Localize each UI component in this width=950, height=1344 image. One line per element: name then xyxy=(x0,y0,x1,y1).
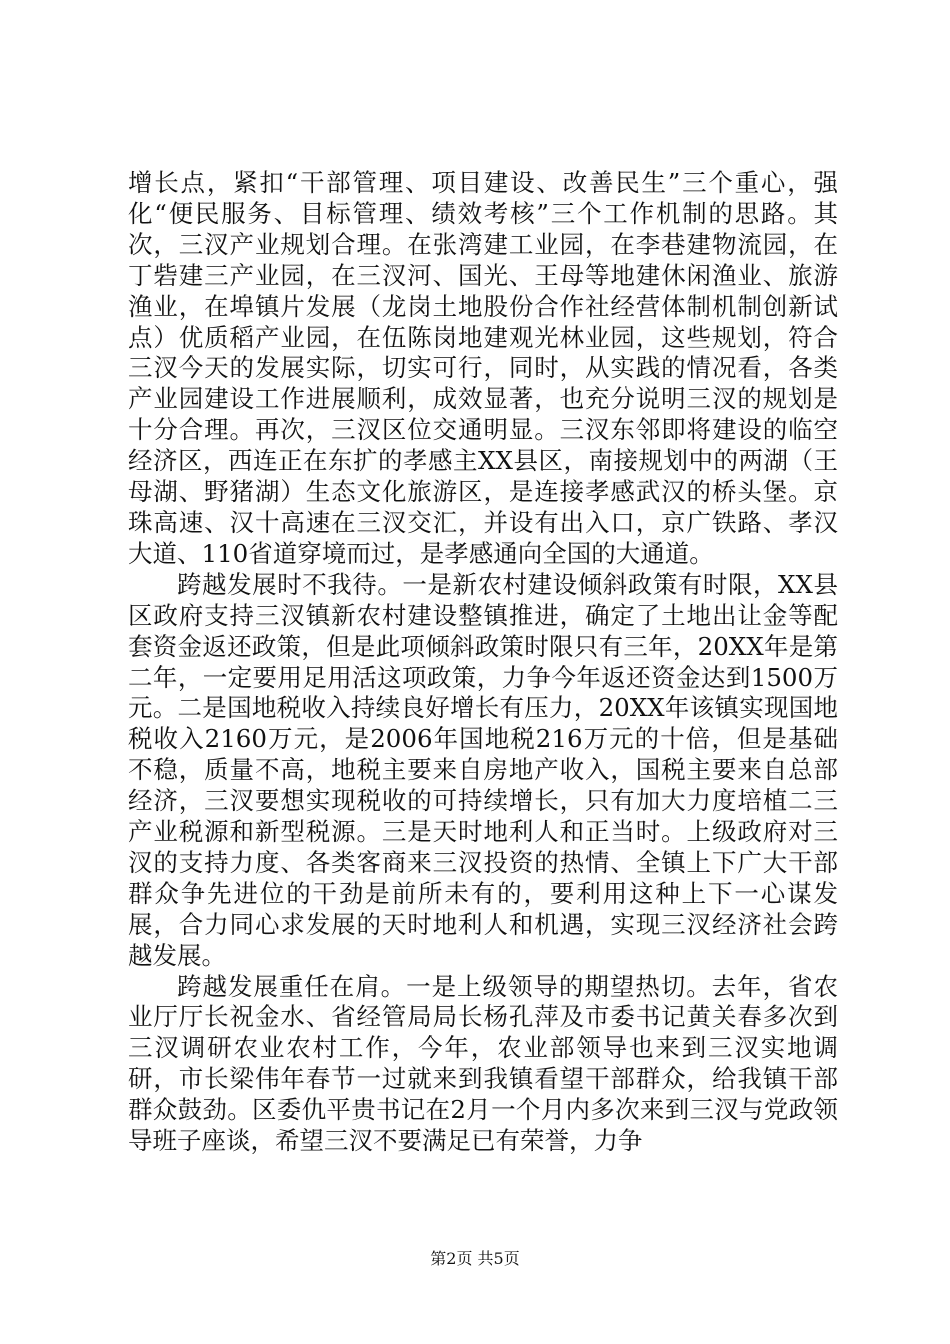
page-footer: 第2页 共5页 xyxy=(430,1249,520,1268)
paragraph: 跨越发展时不我待。一是新农村建设倾斜政策有时限，XX县区政府支持三汊镇新农村建设整镇推进，确定了土地出让金等配套资金返还政策，但是此项倾斜政策时限只有三年，20XX年是第二年，一定要用足用活这项政策，力争今年返还资金达到1500万元。二是国地税收入持续良好增长有压力，20XX年该镇实现国地税收入2160万元，是2006年国地税216万元的十倍，但是基础不稳，质量不高，地税主要来自房地产收入，国税主要来自总部经济，三汊要想实现税收的可持续增长，只有加大力度培植二三产业税源和新型税源。三是天时地利人和正当时。上级政府对三汊的支持力度、各类客商来三汊投资的热情、全镇上下广大干部群众争先进位的干劲是前所未有的，要利用这种上下一心谋发展，合力同心求发展的天时地利人和机遇，实现三汊经济社会跨越发展。 xyxy=(128,569,838,970)
paragraph: 跨越发展重任在肩。一是上级领导的期望热切。去年，省农业厅厅长祝金水、省经管局局长杨孔萍及市委书记黄关春多次到三汊调研农业农村工作，今年，农业部领导也来到三汊实地调研，市长梁伟年春节一过就来到我镇看望干部群众，给我镇干部群众鼓劲。区委仇平贵书记在2月一个月内多次来到三汊与党政领导班子座谈，希望三汊不要满足已有荣誉，力争 xyxy=(128,971,838,1156)
paragraph-continued: 增长点，紧扣“干部管理、项目建设、改善民生”三个重心，强化“便民服务、目标管理、绩效考核”三个工作机制的思路。其次，三汊产业规划合理。在张湾建工业园，在李巷建物流园，在丁砦建三产业园，在三汊河、国光、王母等地建休闲渔业、旅游渔业，在埠镇片发展（龙岗土地股份合作社经营体制机制创新试点）优质稻产业园，在伍陈岗地建观光林业园，这些规划，符合三汊今天的发展实际，切实可行，同时，从实践的情况看，各类产业园建设工作进展顺利，成效显著，也充分说明三汊的规划是十分合理。再次，三汊区位交通明显。三汊东邻即将建设的临空经济区，西连正在东扩的孝感主XX县区，南接规划中的两湖（王母湖、野猪湖）生态文化旅游区，是连接孝感武汉的桥头堡。京珠高速、汉十高速在三汊交汇，并设有出入口，京广铁路、孝汉大道、110省道穿境而过，是孝感通向全国的大通道。 xyxy=(128,168,838,568)
body-text xyxy=(128,168,838,1157)
